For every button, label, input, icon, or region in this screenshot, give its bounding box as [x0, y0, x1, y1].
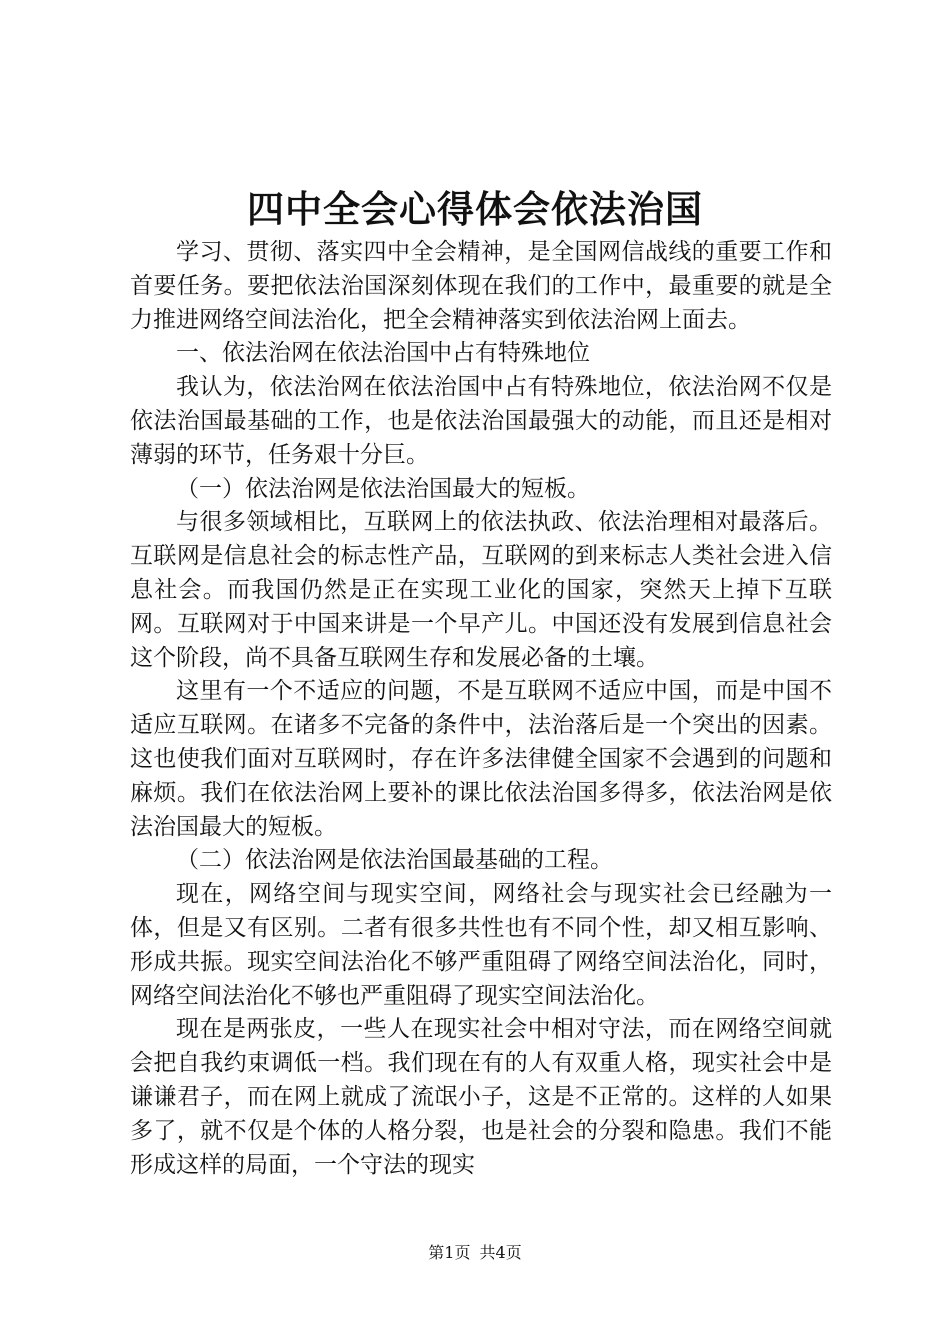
page-footer [0, 1241, 950, 1265]
paragraph: 现在是两张皮，一些人在现实社会中相对守法，而在网络空间就会把自我约束调低一档。我们现在有的人有双重人格，现实社会中是谦谦君子，而在网上就成了流氓小子，这是不正常的。这样的人如果多了，就不仅是个体的人格分裂，也是社会的分裂和隐患。我们不能形成这样的局面，一个守法的现实 [130, 1016, 832, 1178]
paragraph: 现在，网络空间与现实空间，网络社会与现实社会已经融为一体，但是又有区别。二者有很多共性也有不同个性，却又相互影响、形成共振。现实空间法治化不够严重阻碍了网络空间法治化，同时，网络空间法治化不够也严重阻碍了现实空间法治化。 [130, 881, 832, 1009]
paragraph: 这里有一个不适应的问题，不是互联网不适应中国，而是中国不适应互联网。在诸多不完备的条件中，法治落后是一个突出的因素。这也使我们面对互联网时，存在许多法律健全国家不会遇到的问题和麻烦。我们在依法治网上要补的课比依法治国多得多，依法治网是依法治国最大的短板。 [130, 678, 832, 840]
page-number: 第1页 [428, 1243, 471, 1262]
subsection-heading-1: （一）依法治网是依法治国最大的短板。 [176, 475, 590, 502]
paragraph-intro: 学习、贯彻、落实四中全会精神，是全国网信战线的重要工作和首要任务。要把依法治国深刻体现在我们的工作中，最重要的就是全力推进网络空间法治化，把全会精神落实到依法治网上面去。 [130, 239, 832, 333]
paragraph: 我认为，依法治网在依法治国中占有特殊地位，依法治网不仅是依法治国最基础的工作，也是依法治国最强大的动能，而且还是相对薄弱的环节，任务艰十分巨。 [130, 374, 832, 468]
document-body [130, 236, 832, 1182]
subsection-heading-2: （二）依法治网是依法治国最基础的工程。 [176, 847, 613, 874]
section-heading-1: 一、依法治网在依法治国中占有特殊地位 [176, 340, 590, 367]
paragraph: 与很多领域相比，互联网上的依法执政、依法治理相对最落后。互联网是信息社会的标志性产品，互联网的到来标志人类社会进入信息社会。而我国仍然是正在实现工业化的国家，突然天上掉下互联网。互联网对于中国来讲是一个早产儿。中国还没有发展到信息社会这个阶段，尚不具备互联网生存和发展必备的土壤。 [130, 509, 832, 671]
page-total: 共4页 [479, 1243, 522, 1262]
document-title: 四中全会心得体会依法治国 [247, 187, 703, 231]
